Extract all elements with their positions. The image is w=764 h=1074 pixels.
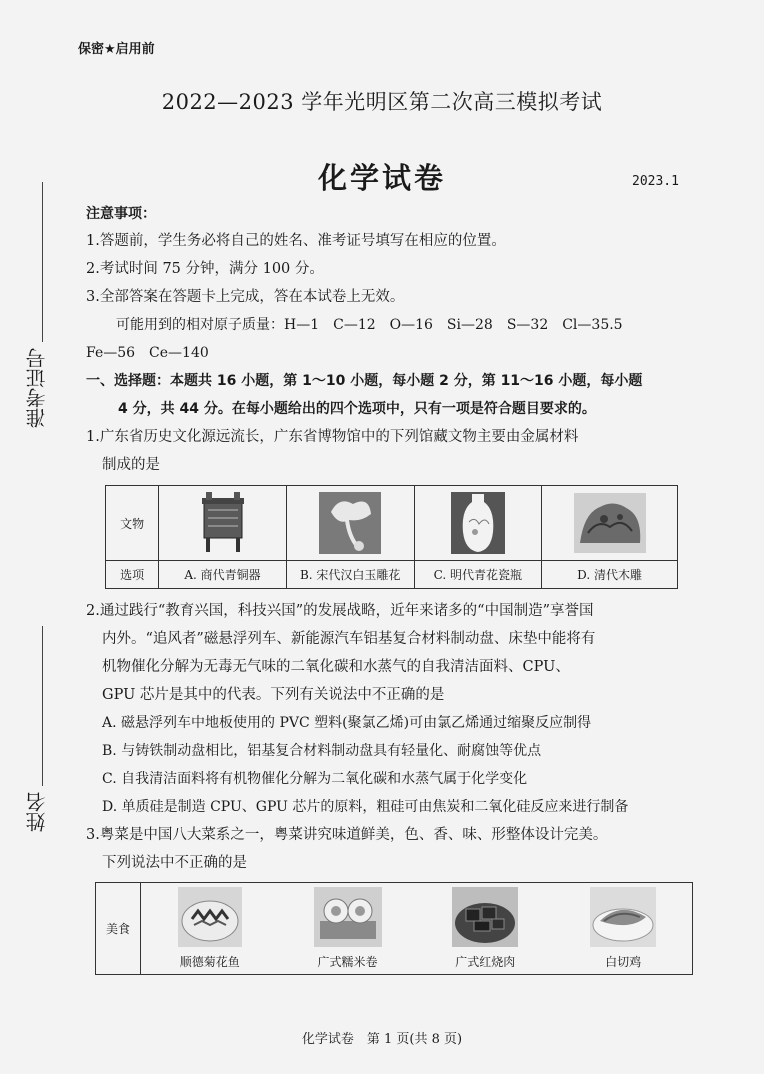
question-3-text: 下列说法中不正确的是 <box>102 855 247 871</box>
white-jade-carving-image <box>319 492 381 554</box>
artifact-image-cell <box>159 486 287 561</box>
exam-title: 2022—2023 学年光明区第二次高三模拟考试 <box>161 90 603 114</box>
note-item: 1.答题前，学生务必将自己的姓名、准考证号填写在相应的位置。 <box>86 233 506 249</box>
section-heading: 一、选择题：本题共 16 小题，第 1～10 小题，每小题 2 分，第 11～16 小题，每小题 <box>86 373 643 389</box>
artifact-image-cell <box>542 486 678 561</box>
question-2-text: 机物催化分解为无毒无气味的二氧化碳和水蒸气的自我清洁面料、CPU、 <box>102 659 570 675</box>
bronze-vessel-image <box>198 492 248 554</box>
subject-title: 化学试卷 <box>317 161 446 195</box>
artifact-image-cell <box>414 486 542 561</box>
question-3-text: 3.粤菜是中国八大菜系之一，粤菜讲究味道鲜美，色、香、味、形整体设计完美。 <box>86 827 608 843</box>
question-2-text: GPU 芯片是其中的代表。下列有关说法中不正确的是 <box>102 687 445 703</box>
id-number-label: 准考证号 <box>25 348 49 428</box>
question-2-option: B. 与铸铁制动盘相比，铝基复合材料制动盘具有轻量化、耐腐蚀等优点 <box>102 743 542 759</box>
section-heading: 4 分，共 44 分。在每小题给出的四个选项中，只有一项是符合题目要求的。 <box>118 401 596 417</box>
option-label: A. 商代青铜器 <box>159 561 287 589</box>
question-2-option: D. 单质硅是制造 CPU、GPU 芯片的原料，粗硅可由焦炭和二氧化硅反应来进行制备 <box>102 799 629 815</box>
wood-carving-image <box>574 493 646 553</box>
dish-cell <box>140 883 278 975</box>
question-1-text: 1.广东省历史文化源远流长，广东省博物馆中的下列馆藏文物主要由金属材料 <box>86 429 579 445</box>
chrysanthemum-fish-image <box>178 887 242 947</box>
dish-table <box>95 882 693 975</box>
page-footer: 化学试卷 第 1 页(共 8 页) <box>301 1032 463 1047</box>
dish-cell <box>416 883 554 975</box>
atomic-mass-line: 可能用到的相对原子质量：H—1 C—12 O—16 Si—28 S—32 Cl—35.5 <box>116 317 623 333</box>
option-label: B. 宋代汉白玉雕花 <box>286 561 414 589</box>
question-1-text: 制成的是 <box>102 457 160 473</box>
table-row-label: 文物 <box>106 486 159 561</box>
atomic-mass-line: Fe—56 Ce—140 <box>86 345 209 361</box>
exam-date: 2023.1 <box>632 174 679 189</box>
question-2-text: 2.通过践行“教育兴国，科技兴国”的发展战略，近年来诸多的“中国制造”享誉国 <box>86 603 594 619</box>
question-2-option: A. 磁悬浮列车中地板使用的 PVC 塑料(聚氯乙烯)可由氯乙烯通过缩聚反应制得 <box>102 715 592 731</box>
table-row-label: 美食 <box>96 883 141 975</box>
artifact-image-cell <box>286 486 414 561</box>
option-label: C. 明代青花瓷瓶 <box>414 561 542 589</box>
id-number-line <box>42 182 43 342</box>
dish-name: 广式糯米卷 <box>317 955 378 969</box>
notes-heading: 注意事项： <box>86 206 156 222</box>
white-cut-chicken-image <box>590 887 656 947</box>
name-line <box>42 626 43 786</box>
dish-cell <box>554 883 692 975</box>
option-label: D. 清代木雕 <box>542 561 678 589</box>
name-label: 姓名 <box>25 792 49 832</box>
note-item: 3.全部答案在答题卡上完成，答在本试卷上无效。 <box>86 289 405 305</box>
dish-name: 顺德菊花鱼 <box>179 955 240 969</box>
braised-pork-image <box>452 887 518 947</box>
confidential-mark: 保密★启用前 <box>78 42 155 57</box>
dish-name: 广式红烧肉 <box>455 955 516 969</box>
dish-name: 白切鸡 <box>605 955 642 969</box>
note-item: 2.考试时间 75 分钟，满分 100 分。 <box>86 261 324 277</box>
dish-cell <box>279 883 417 975</box>
porcelain-vase-image <box>451 492 505 554</box>
question-2-text: 内外。“追风者”磁悬浮列车、新能源汽车铝基复合材料制动盘、床垫中能将有 <box>102 631 596 647</box>
question-2-option: C. 自我清洁面料将有机物催化分解为二氧化碳和水蒸气属于化学变化 <box>102 771 528 787</box>
rice-roll-image <box>314 887 382 947</box>
artifact-table <box>105 485 678 589</box>
table-row-label: 选项 <box>106 561 159 589</box>
